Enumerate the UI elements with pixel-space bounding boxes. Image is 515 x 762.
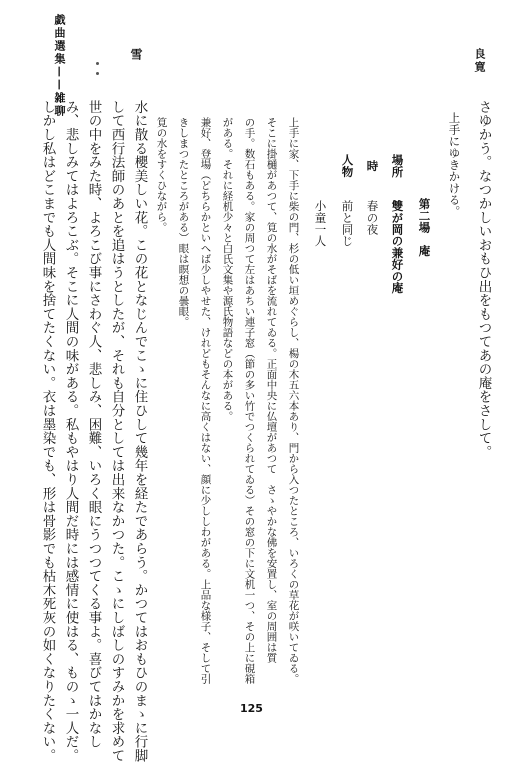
monologue-line: 水に散る櫻美しい花。この花となじんでこゝに住ひして幾年を経たであらう。かつてはおもひのまゝに行脚 (131, 100, 148, 762)
monologue-line: して西行法師のあとを追はうとしたが、それも自分としては出来なかつた。こゝにしばしのすみかを求めて (108, 100, 125, 762)
scene-people: 前と同じ (340, 200, 355, 247)
stage-direction-line: 上手に家、下手に柴の門、杉の低い垣めぐらし、楊の木五六本あり、門から入つたところ、いろくの草花が咲いてゐる。 (287, 117, 300, 684)
running-header-right: 良寛 (473, 48, 486, 74)
scene-title: 第二場 庵 (417, 198, 432, 257)
text-line: 上手にゆきかける。 (447, 112, 462, 218)
scene-place-label: 場所 (390, 154, 405, 178)
scan-speck (96, 62, 99, 65)
stage-direction-line: きしまつたところがある）眼は瞑想の曇眼。 (177, 117, 190, 327)
monologue-line: しかし私はどこまでも人間味を捨てたくない。衣は墨染でも、形は骨影でも枯木死灰の如くなりたくない。 (39, 100, 56, 762)
text-line: さゆかう。なつかしいおもひ出をもつてあの庵をさして。 (475, 100, 492, 459)
stage-direction-line: の手。数石もある。家の周つて左はあちい連子窓（節の多い竹でつくられてゐる）その窓の下に文机一つ、その上に硯箱 (243, 117, 256, 684)
stage-direction-line: がある。それに経机少々と白氏文集や源氏物語などの本がある。 (221, 117, 234, 422)
page-number: 125 (240, 702, 263, 715)
scene-time-label: 時 (365, 160, 380, 172)
scene-people-label: 人物 (340, 154, 355, 178)
scene-place: 雙が岡の兼好の庵 (390, 200, 405, 294)
scene-time: 春の夜 (365, 200, 380, 236)
stage-direction-line: 兼好、登場（どちらかといへば少しやせた、けれどもそんなに高くはない、顔に少ししわがある。上品な様子、そして引 (199, 117, 212, 684)
center-title-mark: 雪 (129, 48, 143, 60)
monologue-line: み、悲しみてはよろこぶ。そこに人間の味がある。私もやはり人間だ時には感情に使はる、ものゝ一人だ。 (62, 100, 79, 762)
scan-speck (96, 72, 99, 75)
stage-direction-line: 筧の水をすくひながら。 (155, 117, 168, 233)
stage-direction-line: そこに掛樋があつて、筧の水がそばを流れてゐる。正面中央に仏壇があつて さゝやかな佛を安置し、室の周囲は質 (265, 117, 278, 663)
running-header-left: 戯曲選集——雑聊 (53, 14, 66, 118)
scene-extra: 小童一人 (313, 200, 328, 247)
monologue-line: 世の中をみた時、よろこび事にさわぐ人、悲しみ、困難、いろく眼にうつつてくる事よ。喜びてはかなし (85, 100, 102, 749)
